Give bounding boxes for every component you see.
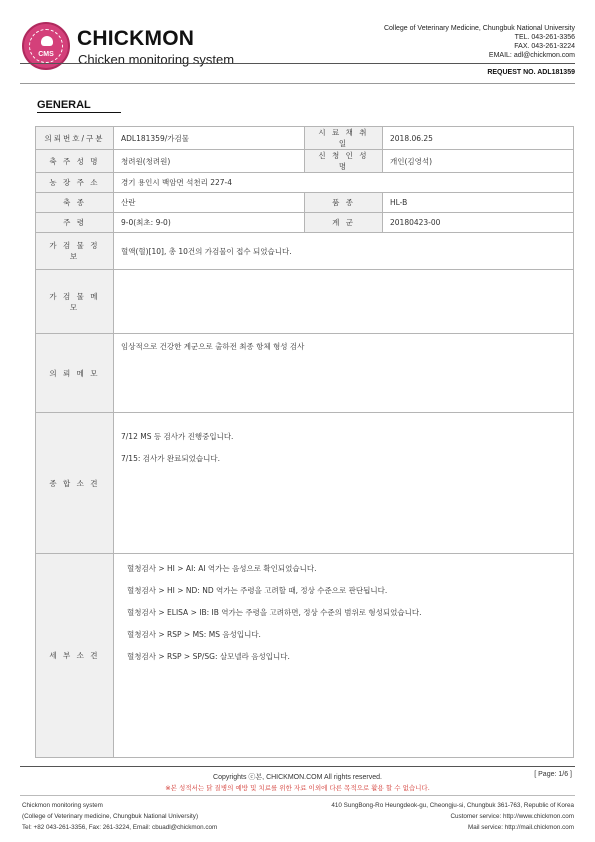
table-row xyxy=(36,213,574,233)
fax: FAX. 043-261-3224 xyxy=(514,43,575,50)
section-underline xyxy=(37,112,121,113)
institution: College of Veterinary Medicine, Chungbuk National University xyxy=(383,25,575,32)
owner-label: 축 주 성 명 xyxy=(36,150,114,173)
tel: TEL. 043-261-3356 xyxy=(514,34,575,41)
detail-line: 혈청검사 > HI > ND: ND 역가는 주령을 고려할 때, 정상 수준으로 판단됩니다. xyxy=(127,586,388,595)
contact-block xyxy=(384,24,575,60)
page-number: [ Page: 1/6 ] xyxy=(534,771,572,778)
owner-value: 청려원(청려원) xyxy=(114,150,305,173)
summary-cell xyxy=(114,413,574,554)
applicant-label: 신 청 인 성 명 xyxy=(305,150,383,173)
summary-label: 종 합 소 견 xyxy=(36,413,114,554)
email[interactable]: EMAIL: adl@chickmon.com xyxy=(488,52,575,59)
footer-divider xyxy=(20,766,575,767)
type-label: 축 종 xyxy=(36,193,114,213)
section-title: GENERAL xyxy=(37,99,91,111)
report-table xyxy=(35,126,574,758)
header-divider xyxy=(20,63,575,64)
detail-label: 세 부 소 견 xyxy=(36,554,114,758)
detail-line: 혈청검사 > ELISA > IB: IB 역가는 주령을 고려하면, 정상 수준의 범위로 형성되었습니다. xyxy=(127,608,422,617)
detail-line: 혈청검사 > HI > AI: AI 역가는 음성으로 확인되었습니다. xyxy=(127,564,317,573)
sample-info-label: 가 검 물 정 보 xyxy=(36,233,114,270)
detail-cell xyxy=(114,554,574,758)
header-divider-2 xyxy=(20,83,575,84)
summary-line: 7/15: 검사가 완료되었습니다. xyxy=(121,454,220,463)
sample-memo-label: 가 검 물 메 모 xyxy=(36,270,114,334)
request-memo-label: 의 뢰 메 모 xyxy=(36,334,114,413)
request-number: REQUEST NO. ADL181359 xyxy=(487,69,575,76)
table-row xyxy=(36,127,574,150)
table-row xyxy=(36,554,574,758)
brand-tagline: Chicken monitoring system xyxy=(78,52,235,67)
applicant-value: 개인(김영석) xyxy=(383,150,574,173)
breed-label: 품 종 xyxy=(305,193,383,213)
footer-mail-service[interactable]: Mail service: http://mail.chickmon.com xyxy=(467,824,574,831)
footer-left xyxy=(22,800,217,833)
copyright: Copyrights ⓒ본, CHICKMON.COM All rights reserved. xyxy=(213,774,382,781)
detail-line: 혈청검사 > RSP > MS: MS 음성입니다. xyxy=(127,630,261,639)
footer-address: 410 SungBong-Ro Heungdeok-gu, Cheongju-si, Chungbuk 361-763, Republic of Korea xyxy=(331,802,574,809)
table-row xyxy=(36,270,574,334)
detail-line: 혈청검사 > RSP > SP/SG: 살모넬라 음성입니다. xyxy=(127,652,290,661)
footer-college: (College of Veterinary medicine, Chungbuk National University) xyxy=(22,813,199,820)
usage-warning: ※본 성적서는 닭 질병의 예방 및 치료를 위한 자료 이외에 다른 목적으로 활용 할 수 없습니다. xyxy=(165,784,430,792)
brand-name: CHICKMON xyxy=(77,27,195,50)
footer-customer-service[interactable]: Customer service: http://www.chickmon.com xyxy=(450,813,574,820)
footer-org: Chickmon monitoring system xyxy=(22,802,103,809)
farm-address-value: 경기 용인시 백암면 석천리 227-4 xyxy=(114,173,574,193)
farm-address-label: 농 장 주 소 xyxy=(36,173,114,193)
flock-value: 20180423-00 xyxy=(383,213,574,233)
table-row xyxy=(36,150,574,173)
sample-memo-value xyxy=(114,270,574,334)
age-value: 9-0(최초: 9-0) xyxy=(114,213,305,233)
footer-divider-2 xyxy=(20,795,575,796)
table-row xyxy=(36,193,574,213)
summary-line: 7/12 MS 등 검사가 진행중입니다. xyxy=(121,432,234,441)
footer-right xyxy=(331,800,574,833)
logo-text: CMS xyxy=(38,51,54,58)
request-id-value: ADL181359/가검물 xyxy=(114,127,305,150)
request-memo-value: 임상적으로 건강한 계군으로 출하전 최종 항체 형성 검사 xyxy=(121,342,305,351)
table-row xyxy=(36,334,574,413)
sampling-date-value: 2018.06.25 xyxy=(383,127,574,150)
table-row xyxy=(36,233,574,270)
chicken-icon xyxy=(41,36,53,46)
request-memo-cell xyxy=(114,334,574,413)
table-row xyxy=(36,413,574,554)
footer-contact: Tel: +82 043-261-3356, Fax: 261-3224, Email: cbuadl@chickmon.com xyxy=(22,824,218,831)
type-value: 산란 xyxy=(114,193,305,213)
flock-label: 계 군 xyxy=(305,213,383,233)
breed-value: HL-B xyxy=(383,193,574,213)
sampling-date-label: 시 료 채 취 일 xyxy=(305,127,383,150)
summary-text xyxy=(121,413,566,475)
age-label: 주 령 xyxy=(36,213,114,233)
table-row xyxy=(36,173,574,193)
sample-info-value: 혈액(혈)[10], 총 10건의 가검물이 접수 되었습니다. xyxy=(114,233,574,270)
request-id-label: 의뢰번호/구분 xyxy=(36,127,114,150)
